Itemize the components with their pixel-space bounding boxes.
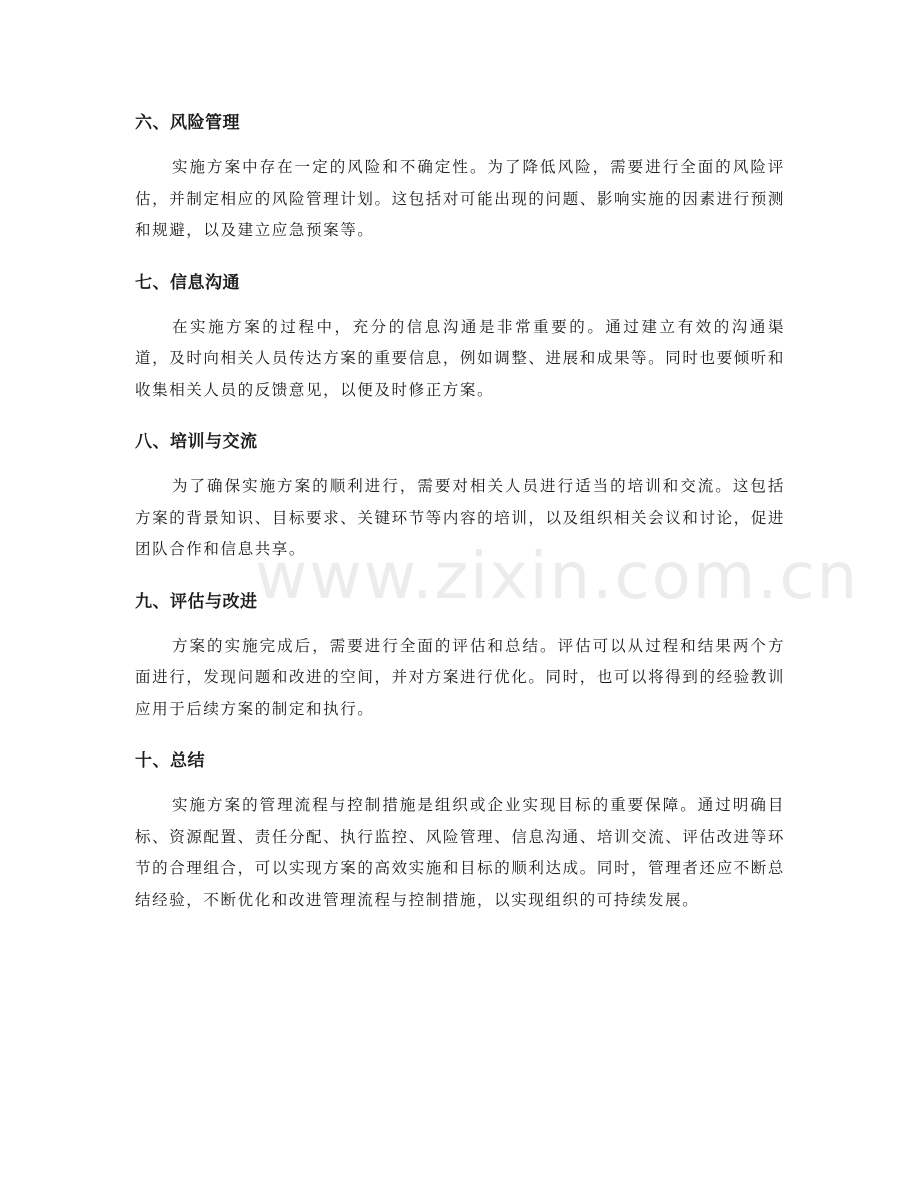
section-heading: 十、总结 xyxy=(135,751,205,771)
section-heading: 九、评估与改进 xyxy=(135,591,258,612)
section-heading: 八、培训与交流 xyxy=(135,432,258,452)
watermark: www.zixin.com.cn xyxy=(255,540,860,614)
section-information-communication xyxy=(135,266,785,407)
section-evaluation-improvement xyxy=(135,585,785,726)
section-paragraph: 方案的实施完成后，需要进行全面的评估和总结。评估可以从过程和结果两个方面进行，发现问题和改进的空间，并对方案进行优化。同时，也可以将得到的经验教训应用于后续方案的制定和执行。 xyxy=(135,636,785,718)
section-heading: 七、信息沟通 xyxy=(135,272,240,293)
section-paragraph: 实施方案中存在一定的风险和不确定性。为了降低风险，需要进行全面的风险评估，并制定相应的风险管理计划。这包括对可能出现的问题、影响实施的因素进行预测和规避，以及建立应急预案等。 xyxy=(135,158,785,239)
section-summary xyxy=(135,744,785,916)
document-body xyxy=(135,106,785,935)
section-paragraph: 为了确保实施方案的顺利进行，需要对相关人员进行适当的培训和交流。这包括方案的背景知识、目标要求、关键环节等内容的培训，以及组织相关会议和讨论，促进团队合作和信息共享。 xyxy=(135,477,785,558)
section-paragraph: 实施方案的管理流程与控制措施是组织或企业实现目标的重要保障。通过明确目标、资源配置、责任分配、执行监控、风险管理、信息沟通、培训交流、评估改进等环节的合理组合，可以实现方案的高效实施和目标的顺利达成。同时，管理者还应不断总结经验，不断优化和改进管理流程与控制措施，以实现组织的可持续发展。 xyxy=(135,796,785,909)
section-risk-management xyxy=(135,106,785,247)
section-training-exchange xyxy=(135,425,785,566)
section-paragraph: 在实施方案的过程中，充分的信息沟通是非常重要的。通过建立有效的沟通渠道，及时向相关人员传达方案的重要信息，例如调整、进展和成果等。同时也要倾听和收集相关人员的反馈意见，以便及时修正方案。 xyxy=(135,317,785,399)
section-heading: 六、风险管理 xyxy=(135,113,240,133)
